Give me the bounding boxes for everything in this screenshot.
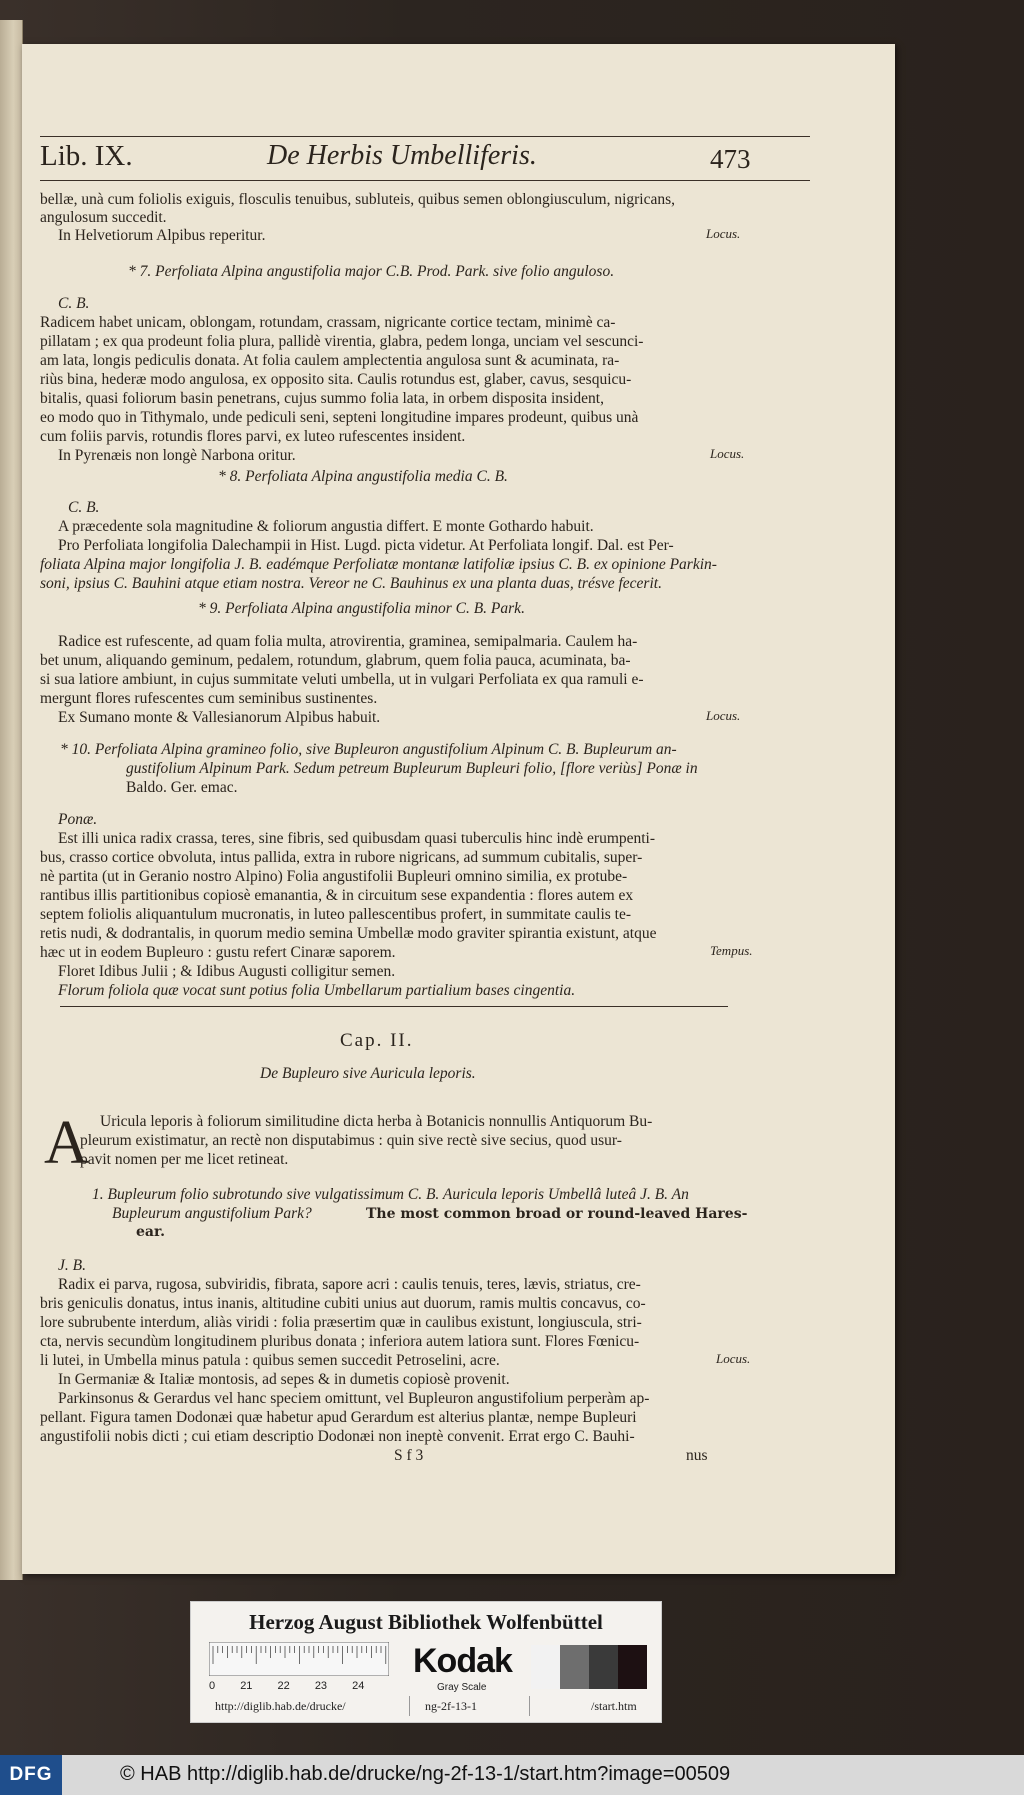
text-line: Ex Sumano monte & Vallesianorum Alpibus habuit.	[58, 709, 381, 726]
ruler-number: 24	[352, 1680, 365, 1692]
text-line: * 7. Perfoliata Alpina angustifolia major C.B. Prod. Park. sive folio anguloso.	[128, 263, 615, 280]
gray-swatch	[560, 1645, 589, 1689]
text-line: C. B.	[68, 499, 100, 516]
margin-note: Locus.	[710, 446, 745, 461]
card-url-base: http://diglib.hab.de/drucke/	[215, 1699, 346, 1713]
text-line: bet unum, aliquando geminum, pedalem, rotundum, glabrum, quem folia pauca, acuminata, ba-	[40, 652, 631, 669]
text-line: Est illi unica radix crassa, teres, sine fibris, sed quibusdam quasi tuberculis hinc indè erumpenti-	[58, 830, 656, 847]
text-line: septem foliolis aliquantulum mucronatis, in luteo pallescentibus profert, in summitate caulis te-	[40, 906, 632, 923]
text-line: Uricula leporis à foliorum similitudine dicta herba à Botanicis nonnullis Antiquorum Bu-	[100, 1113, 653, 1130]
text-line: * 10. Perfoliata Alpina gramineo folio, sive Bupleuron angustifolium Alpinum C. B. Bupleurum an-	[60, 741, 677, 758]
text-line: retis nudi, & dodrantalis, in quorum medio semina Umbellæ modo graviter spirantia existunt, atque	[40, 925, 657, 942]
text-line: 1. Bupleurum folio subrotundo sive vulgatissimum C. B. Auricula leporis Umbellâ luteâ J. B. An	[92, 1186, 689, 1203]
dfg-logo: DFG	[0, 1755, 62, 1795]
margin-note: Locus.	[706, 226, 741, 241]
text-line: J. B.	[58, 1257, 86, 1274]
ruler-numbers	[209, 1680, 409, 1692]
text-line: rantibus illis partitionibus copiosè emanantia, & in circuitum sese expandentia : flores autem ex	[40, 887, 634, 904]
text-line: The most common broad or round-leaved Hares-	[366, 1206, 748, 1222]
ruler-number: 0	[209, 1680, 216, 1692]
text-line: soni, ipsius C. Bauhini atque etiam nostra. Vereor ne C. Bauhinus ex una planta duas, trésve fecerit.	[40, 575, 662, 592]
ruler-number: 23	[314, 1680, 328, 1692]
header-bottom-rule	[40, 180, 810, 181]
text-line: si sua latiore ambiunt, in cujus summitate veluti umbella, ut in vulgari Perfoliata ex qua ramuli e-	[40, 671, 644, 688]
text-line: Baldo. Ger. emac.	[126, 779, 238, 796]
text-line: pavit nomen per me licet retineat.	[80, 1151, 289, 1168]
running-head-lib: Lib. IX.	[40, 140, 133, 172]
text-line: pleurum existimatur, an rectè non disputabimus : quin sive rectè sive secius, quod usur-	[80, 1132, 622, 1149]
text-line: lore subrubente interdum, aliàs viridi : folia præsertim quæ in caulibus existunt, longiuscula, stri-	[40, 1314, 642, 1331]
text-line: Radice est rufescente, ad quam folia multa, atrovirentia, graminea, semipalmaria. Caulem ha-	[58, 633, 638, 650]
gray-swatch	[618, 1645, 647, 1689]
text-line: ear.	[136, 1224, 165, 1240]
text-line: bitalis, quasi foliorum basin penetrans, cujus summo folia lata, in orbem disposita insident,	[40, 390, 604, 407]
text-line: Bupleurum angustifolium Park?	[112, 1205, 312, 1222]
text-line: Florum foliola quæ vocat sunt potius folia Umbellarum partialium bases cingentia.	[58, 982, 576, 999]
text-line: In Pyrenæis non longè Narbona oritur.	[58, 447, 296, 464]
text-line: foliata Alpina major longifolia J. B. eadémque Perfoliatæ montanæ latifoliæ ipsius C. B. ex opinione Parkin-	[40, 556, 717, 573]
text-line: C. B.	[58, 295, 90, 312]
text-line: bris geniculis donatus, intus inanis, altitudine cubiti unius aut duorum, ramis multis concavus, co-	[40, 1295, 646, 1312]
book-page	[22, 44, 895, 1574]
section-divider	[60, 1006, 728, 1007]
text-line: S f 3	[394, 1447, 424, 1464]
text-line: In Germaniæ & Italiæ montosis, ad sepes & in dumetis copiosè provenit.	[58, 1371, 510, 1388]
text-line: * 9. Perfoliata Alpina angustifolia minor C. B. Park.	[198, 600, 525, 617]
page-number: 473	[710, 144, 751, 174]
text-line: cum foliis parvis, rotundis flores parvi, ex luteo rufescentes insident.	[40, 428, 466, 445]
card-separator	[409, 1696, 410, 1716]
text-line: pellant. Figura tamen Dodonæi quæ habetur apud Gerardum est alterius plantæ, nempe Bupleuri	[40, 1409, 637, 1426]
text-line: pillatam ; ex qua prodeunt folia plura, pallidè virentia, glabra, pedem longa, unciam vel sescunci-	[40, 333, 644, 350]
text-line: riùs bina, hederæ modo angulosa, ex opposito sita. Caulis rotundus est, glaber, cavus, sesquicu-	[40, 371, 632, 388]
gray-swatch	[589, 1645, 618, 1689]
margin-note: Locus.	[706, 708, 741, 723]
text-line: am lata, longis pediculis donata. At folia caulem amplectentia angulosa sunt & acuminata, ra-	[40, 352, 620, 369]
card-url-id: ng-2f-13-1	[425, 1699, 477, 1713]
text-line: angustifolii nobis dicti ; cui etiam descriptio Dodonæi non ineptè convenit. Errat ergo C. Bauhi-	[40, 1428, 635, 1445]
margin-note: Locus.	[716, 1351, 751, 1366]
text-line: In Helvetiorum Alpibus reperitur.	[58, 227, 266, 244]
margin-note: Tempus.	[710, 943, 753, 958]
text-line: A	[44, 1109, 89, 1177]
text-line: bellæ, unà cum foliolis exiguis, flosculis tenuibus, subluteis, quibus semen oblongiusculum, nigricans,	[40, 191, 676, 208]
card-separator	[529, 1696, 530, 1716]
text-line: Ponæ.	[58, 811, 98, 828]
text-line: cta, nervis secundùm longitudinem pluribus donata ; inferiora autem latiora sunt. Flores Fœnicu-	[40, 1333, 640, 1350]
text-line: hæc ut in eodem Bupleuro : gustu refert Cinaræ saporem.	[40, 944, 396, 961]
ruler-number: 22	[277, 1680, 290, 1692]
text-line: Radicem habet unicam, oblongam, rotundam, crassam, nigricante cortice tectam, minimè ca-	[40, 314, 616, 331]
text-line: li lutei, in Umbella minus patula : quibus semen succedit Petroselini, acre.	[40, 1352, 500, 1369]
ruler-number: 21	[240, 1680, 253, 1692]
text-line: angulosum succedit.	[40, 209, 167, 226]
text-line: Parkinsonus & Gerardus vel hanc speciem omittunt, vel Bupleuron angustifolium perperàm ap-	[58, 1390, 650, 1407]
gray-swatches	[531, 1645, 647, 1689]
text-line: Cap. II.	[340, 1030, 414, 1051]
text-line: eo modo quo in Tithymalo, unde pediculi seni, septeni longitudine impares prodeunt, quibus unà	[40, 409, 639, 426]
copyright-link[interactable]: © HAB http://diglib.hab.de/drucke/ng-2f-13-1/start.htm?image=00509	[120, 1763, 731, 1785]
gray-scale-label: Gray Scale	[437, 1682, 487, 1693]
kodak-logo: Kodak	[413, 1642, 512, 1680]
header-top-rule	[40, 136, 810, 137]
text-line: Radix ei parva, rugosa, subviridis, fibrata, sapore acri : caulis tenuis, teres, lævis, striatus, cre-	[58, 1276, 641, 1293]
text-line: A præcedente sola magnitudine & foliorum angustia differt. E monte Gothardo habuit.	[58, 518, 594, 535]
facing-page-edge	[0, 20, 23, 1580]
text-line: mergunt flores rufescentes cum seminibus sustinentes.	[40, 690, 378, 707]
text-line: gustifolium Alpinum Park. Sedum petreum Bupleurum Bupleuri folio, [flore veriùs] Ponæ in	[126, 760, 698, 777]
card-url-page: /start.htm	[591, 1699, 637, 1713]
ruler-scale	[209, 1642, 389, 1676]
library-name: Herzog August Bibliothek Wolfenbüttel	[249, 1610, 603, 1634]
text-line: nus	[686, 1447, 708, 1464]
text-line: Floret Idibus Julii ; & Idibus Augusti colligitur semen.	[58, 963, 396, 980]
text-line: nè partita (ut in Geranio nostro Alpino) Folia angustifolii Bupleuri omnino similia, ex protube-	[40, 868, 628, 885]
text-line: Pro Perfoliata longifolia Dalechampii in Hist. Lugd. picta videtur. At Perfoliata longif. Dal. est Per-	[58, 537, 674, 554]
text-line: De Bupleuro sive Auricula leporis.	[260, 1065, 476, 1082]
text-line: * 8. Perfoliata Alpina angustifolia media C. B.	[218, 468, 508, 485]
running-head-title: De Herbis Umbelliferis.	[267, 140, 537, 171]
target-card	[190, 1601, 662, 1723]
footer-bar	[0, 1755, 1024, 1795]
gray-swatch	[531, 1645, 560, 1689]
text-line: bus, crasso cortice obvoluta, intus pallida, extra in rubore nigricans, ad summum cubitalis, super-	[40, 849, 643, 866]
